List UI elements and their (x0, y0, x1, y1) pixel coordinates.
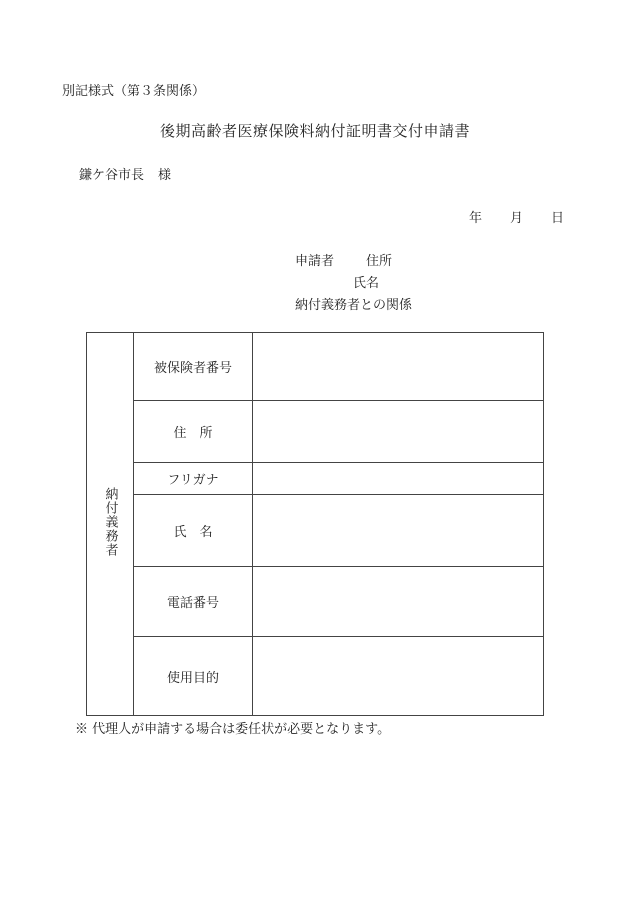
date-year: 年 (468, 211, 482, 226)
addressee (79, 164, 171, 183)
addressee-honorific: 様 (158, 168, 172, 183)
page-title: 後期高齢者医療保険料納付証明書交付申請書 (159, 122, 470, 140)
insured-number-label: 被保険者番号 (134, 333, 253, 401)
table-row (87, 463, 544, 495)
applicant-name-label: 氏名 (353, 276, 380, 291)
phone-label: 電話番号 (134, 567, 253, 637)
addressee-name: 鎌ケ谷市長 (79, 168, 145, 183)
date-line (469, 207, 564, 226)
applicant-relation-label: 納付義務者との関係 (295, 298, 413, 313)
insured-number-field[interactable] (253, 333, 544, 401)
applicant-label: 申請者 (295, 254, 335, 269)
table-row (87, 637, 544, 716)
date-day: 日 (550, 211, 564, 226)
form-number-label: 別記様式（第３条関係） (62, 84, 206, 99)
purpose-field[interactable] (253, 637, 544, 716)
name-label: 氏 名 (134, 495, 253, 567)
table-row (87, 495, 544, 567)
name-field[interactable] (253, 495, 544, 567)
table-row (87, 567, 544, 637)
date-month: 月 (509, 211, 523, 226)
furigana-label: フリガナ (134, 463, 253, 495)
applicant-address-label: 住所 (366, 254, 393, 269)
purpose-label: 使用目的 (134, 637, 253, 716)
table-row (87, 333, 544, 401)
address-label: 住 所 (134, 401, 253, 463)
furigana-field[interactable] (253, 463, 544, 495)
phone-field[interactable] (253, 567, 544, 637)
payer-group-label: 納付義務者 (102, 487, 118, 557)
payer-group-cell (87, 333, 134, 716)
address-field[interactable] (253, 401, 544, 463)
payer-info-table (86, 332, 544, 716)
table-row (87, 401, 544, 463)
proxy-note: ※ 代理人が申請する場合は委任状が必要となります。 (75, 722, 391, 737)
